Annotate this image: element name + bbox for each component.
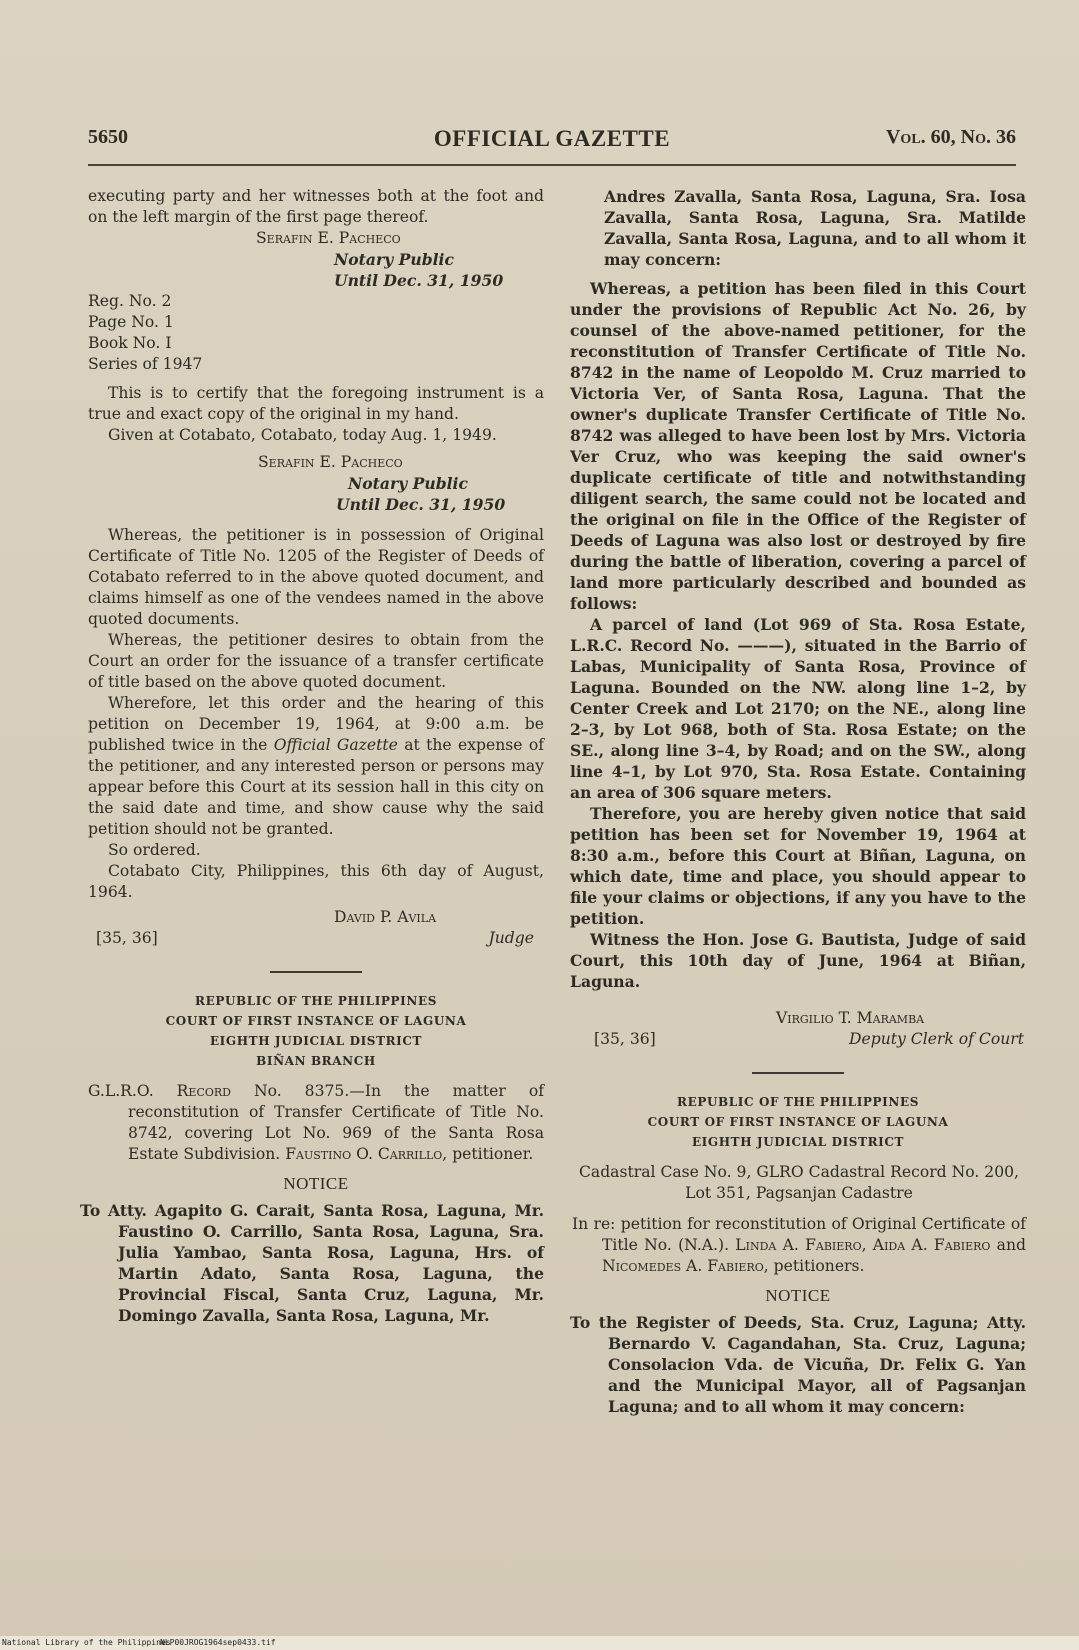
signatory-name: Serafin E. Pacheco — [256, 229, 401, 247]
clerk-title: Deputy Clerk of Court — [849, 1030, 1024, 1048]
library-credit: National Library of the Philippines — [2, 1638, 171, 1647]
registry-line: Series of 1947 — [88, 355, 203, 373]
heading-line: EIGHTH JUDICIAL DISTRICT — [691, 1135, 905, 1149]
heading-line: COURT OF FIRST INSTANCE OF LAGUNA — [165, 1014, 467, 1028]
signatory-validity: Until Dec. 31, 1950 — [334, 271, 504, 290]
in-re-caption — [572, 1214, 1026, 1277]
text-run: G.L.R.O. — [88, 1082, 177, 1100]
notary-signature — [88, 452, 544, 515]
clerk-name: Virgilio T. Maramba — [776, 1009, 925, 1027]
notary-signature — [88, 228, 544, 291]
judge-signature-row — [88, 928, 544, 949]
right-column — [570, 186, 1026, 1417]
registry-line: Page No. 1 — [88, 313, 174, 331]
text-run: In re: petition for reconstitution of Original Certificate of Title No. (N.A.). — [572, 1215, 1026, 1254]
section-divider — [270, 971, 362, 973]
judge-title: Judge — [488, 929, 534, 947]
petitioner-name: Faustino O. Carrillo — [285, 1145, 443, 1163]
paragraph: executing party and her witnesses both at the foot and on the left margin of the first page thereof. — [88, 187, 544, 226]
header-rule — [88, 164, 1016, 166]
notice-title: NOTICE — [283, 1174, 349, 1193]
petitioner-name: Nicomedes A. Fabiero — [602, 1257, 764, 1275]
paragraph: Witness the Hon. Jose G. Bautista, Judge of said Court, this 10th day of June, 1964 at Biñan, Laguna. — [570, 930, 1026, 991]
case-caption: Cadastral Case No. 9, GLRO Cadastral Record No. 200, Lot 351, Pagsanjan Cadastre — [578, 1163, 1020, 1202]
paragraph: This is to certify that the foregoing instrument is a true and exact copy of the original in my hand. — [88, 384, 544, 423]
issue-reference: [35, 36] — [594, 1030, 656, 1048]
heading-line: REPUBLIC OF THE PHILIPPINES — [195, 994, 437, 1008]
scan-footer — [0, 1636, 1079, 1650]
text-run: and — [990, 1236, 1026, 1254]
page-header — [88, 126, 1016, 160]
heading-line: BIÑAN BRANCH — [256, 1054, 376, 1068]
case-caption — [88, 1081, 544, 1165]
left-column — [80, 186, 544, 1326]
publication-title: OFFICIAL GAZETTE — [433, 126, 671, 151]
registry-line: Reg. No. 2 — [88, 292, 172, 310]
addressees-continued: Andres Zavalla, Santa Rosa, Laguna, Sra. Iosa Zavalla, Santa Rosa, Laguna, Sra. Matilde Zavalla, Santa Rosa, Laguna, and to all whom it may concern: — [604, 187, 1026, 269]
section-divider — [752, 1072, 844, 1074]
signatory-title: Notary Public — [348, 474, 468, 493]
heading-line: REPUBLIC OF THE PHILIPPINES — [677, 1095, 919, 1109]
paragraph: Whereas, the petitioner is in possession of Original Certificate of Title No. 1205 of the Register of Deeds of Cotabato referred to in the above quoted document, and claims himself as one of the vendees named in the above quoted documents. — [88, 526, 544, 628]
registry-block — [88, 291, 544, 375]
file-name: NLP00JROG1964sep0433.tif — [160, 1638, 276, 1647]
clerk-signature-row — [570, 1029, 1026, 1050]
addressees: To Atty. Agapito G. Carait, Santa Rosa, Laguna, Mr. Faustino O. Carrillo, Santa Rosa, Laguna, Sra. Julia Yambao, Santa Rosa, Laguna, Hrs. of Martin Adato, Santa Rosa, Laguna, the Provincial Fiscal, Santa Cruz, Laguna, Mr. Domingo Zavalla, Santa Rosa, Laguna, Mr. — [80, 1201, 544, 1325]
signatory-name: Serafin E. Pacheco — [258, 453, 403, 471]
judge-name: David P. Avila — [334, 908, 437, 926]
paragraph: A parcel of land (Lot 969 of Sta. Rosa Estate, L.R.C. Record No. ———), situated in the Barrio of Labas, Municipality of Santa Rosa, Province of Laguna. Bounded on the NW. along line 1–2, by Center Creek and Lot 2170; on the NE., along line 2–3, by Lot 968, both of Sta. Rosa Estate; on the SE., along line 3–4, by Road; and on the SW., along line 4–1, by Lot 970, Sta. Rosa Estate. Containing an area of 306 square meters. — [570, 615, 1026, 802]
paragraph: Whereas, the petitioner desires to obtain from the Court an order for the issuance of a transfer certificate of title based on the above quoted document. — [88, 631, 544, 691]
notice-heading — [570, 1092, 1026, 1152]
addressees: To the Register of Deeds, Sta. Cruz, Laguna; Atty. Bernardo V. Cagandahan, Sta. Cruz, Laguna; Consolacion Vda. de Vicuña, Dr. Felix G. Yan and the Municipal Mayor, all of Pagsanjan Laguna; and to all whom it may concern: — [570, 1313, 1026, 1416]
paragraph: Therefore, you are hereby given notice that said petition has been set for November 19, 1964 at 8:30 a.m., before this Court at Biñan, Laguna, on which date, time and place, you should appear to file your claims or objections, if any you have to the petition. — [570, 804, 1026, 928]
volume-number: Vol. 60, No. 36 — [885, 126, 1016, 148]
gazette-name: Official Gazette — [273, 736, 398, 754]
petitioner-names: Linda A. Fabiero, Aida A. Fabiero — [735, 1236, 991, 1254]
registry-line: Book No. I — [88, 334, 172, 352]
paragraph: Given at Cotabato, Cotabato, today Aug. 1, 1949. — [108, 426, 497, 444]
paragraph: Whereas, a petition has been filed in this Court under the provisions of Republic Act No. 26, by counsel of the above-named petitioner, for the reconstitution of Transfer Certificate of Title No. 8742 in the name of Leopoldo M. Cruz married to Victoria Ver, of Santa Rosa, Laguna. That the owner's duplicate Transfer Certificate of Title No. 8742 was alleged to have been lost by Mrs. Victoria Ver Cruz, who was keeping the said owner's duplicate certificate of title and notwithstanding diligent search, the same could not be located and the original on file in the Office of the Register of Deeds of Laguna was also lost or destroyed by fire during the battle of liberation, covering a parcel of land more particularly described and bounded as follows: — [570, 279, 1026, 613]
page-number: 5650 — [88, 126, 128, 148]
paragraph: Cotabato City, Philippines, this 6th day of August, 1964. — [88, 862, 544, 901]
signatory-validity: Until Dec. 31, 1950 — [336, 495, 506, 514]
heading-line: EIGHTH JUDICIAL DISTRICT — [209, 1034, 423, 1048]
text-run: at the expense of the petitioner, and any interested person or persons may appear before this Court at its session hall in this city on the said date and time, and show cause why the said petition should not be granted. — [88, 736, 544, 838]
text-run: Record — [176, 1082, 231, 1100]
issue-reference: [35, 36] — [96, 929, 158, 947]
text-run: Wherefore, let this order and the hearing of this petition on December 19, 1964, at 9:00 a.m. be published twice in the — [88, 694, 544, 754]
signatory-title: Notary Public — [334, 250, 454, 269]
text-run: , petitioners. — [763, 1257, 865, 1275]
paragraph — [88, 693, 544, 840]
paragraph: So ordered. — [108, 841, 201, 859]
notice-heading — [88, 991, 544, 1071]
text-run: , petitioner. — [442, 1145, 534, 1163]
notice-title: NOTICE — [765, 1286, 831, 1305]
text-run: No. 8375.—In the matter of reconstitution of Transfer Certificate of Title No. 8742, covering Lot No. 969 of the Santa Rosa Estate Subdivision. — [128, 1082, 544, 1163]
heading-line: COURT OF FIRST INSTANCE OF LAGUNA — [647, 1115, 949, 1129]
